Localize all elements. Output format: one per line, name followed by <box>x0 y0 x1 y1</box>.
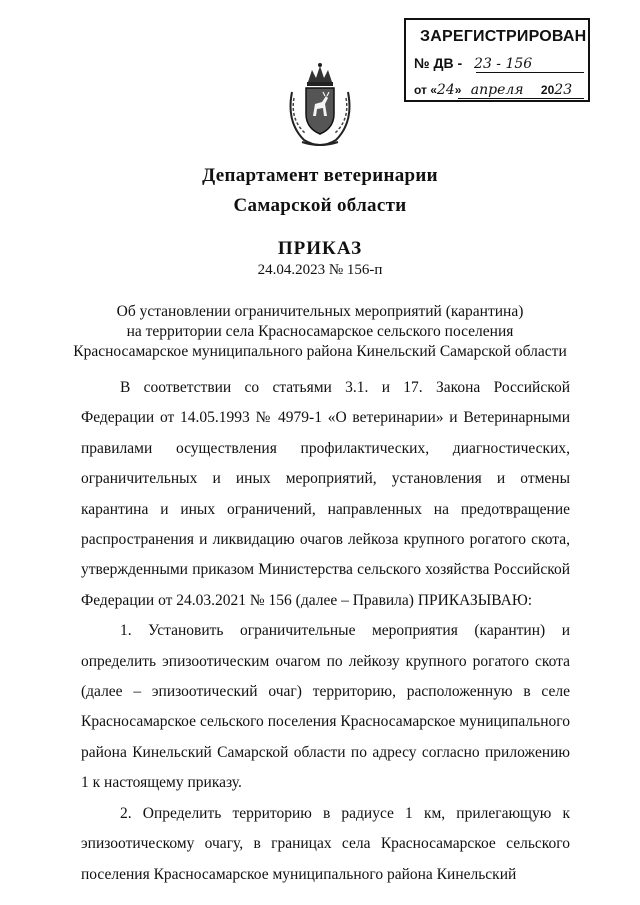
stamp-number-row <box>414 55 532 72</box>
order-body <box>81 373 570 890</box>
subject-line1: Об установлении ограничительных мероприятий (карантина) <box>116 303 524 320</box>
stamp-date-mid: » <box>454 83 462 97</box>
order-date-number: 24.04.2023 № 156-п <box>257 262 383 278</box>
stamp-date-underline <box>458 98 584 99</box>
department-name-line2: Самарской области <box>233 195 407 216</box>
paragraph-preamble: В соответствии со статьями 3.1. и 17. Закона Российской Федерации от 14.05.1993 № 4979-1 «О ветеринарии» и Ветеринарными правилами осуществления профилактических, диагностических, ограничительных и иных мероприятий, установления и отмены карантина и иных ограничений, направленных на предотвращение распространения и ликвидацию очагов лейкоза крупного рогатого скота, утвержденными приказом Министерства сельского хозяйства Российской Федерации от 24.03.2021 № 156 (далее – Правила) ПРИКАЗЫВАЮ: <box>81 379 570 609</box>
stamp-date-month: апреля <box>470 82 524 98</box>
order-subject <box>0 302 640 362</box>
stamp-date-day: 24 <box>436 82 455 98</box>
paragraph-item-2: 2. Определить территорию в радиусе 1 км, прилегающую к эпизоотическому очагу, в границах села Красносамарское сельского поселения Красносамарское муниципального района Кинельский <box>81 804 570 883</box>
coat-of-arms-emblem <box>284 62 356 150</box>
paragraph-item-1: 1. Установить ограничительные мероприятия (карантин) и определить эпизоотическим очагом по лейкозу крупного рогатого скота (далее – эпизоотический очаг) территорию, расположенную в селе Красносамарское сельского поселения Красносамарское муниципального района Кинельский Самарской области по адресу согласно приложению 1 к настоящему приказу. <box>81 622 570 792</box>
stamp-date-prefix: от « <box>414 83 437 97</box>
stamp-number-value: 23 - 156 <box>474 56 533 72</box>
stamp-date-row <box>414 82 586 98</box>
registration-stamp <box>404 18 590 102</box>
stamp-title: ЗАРЕГИСТРИРОВАН <box>420 28 587 45</box>
stamp-number-underline <box>476 72 584 73</box>
subject-line3: Красносамарское муниципального района Кинельский Самарской области <box>73 343 567 360</box>
department-name-line1: Департамент ветеринарии <box>202 165 438 186</box>
stamp-date-year: 23 <box>554 82 573 98</box>
subject-line2: на территории села Красносамарское сельского поселения <box>126 323 514 340</box>
stamp-number-label: № ДВ - <box>414 55 463 71</box>
order-title: ПРИКАЗ <box>277 238 363 259</box>
stamp-date-year-prefix: 20 <box>540 83 555 97</box>
